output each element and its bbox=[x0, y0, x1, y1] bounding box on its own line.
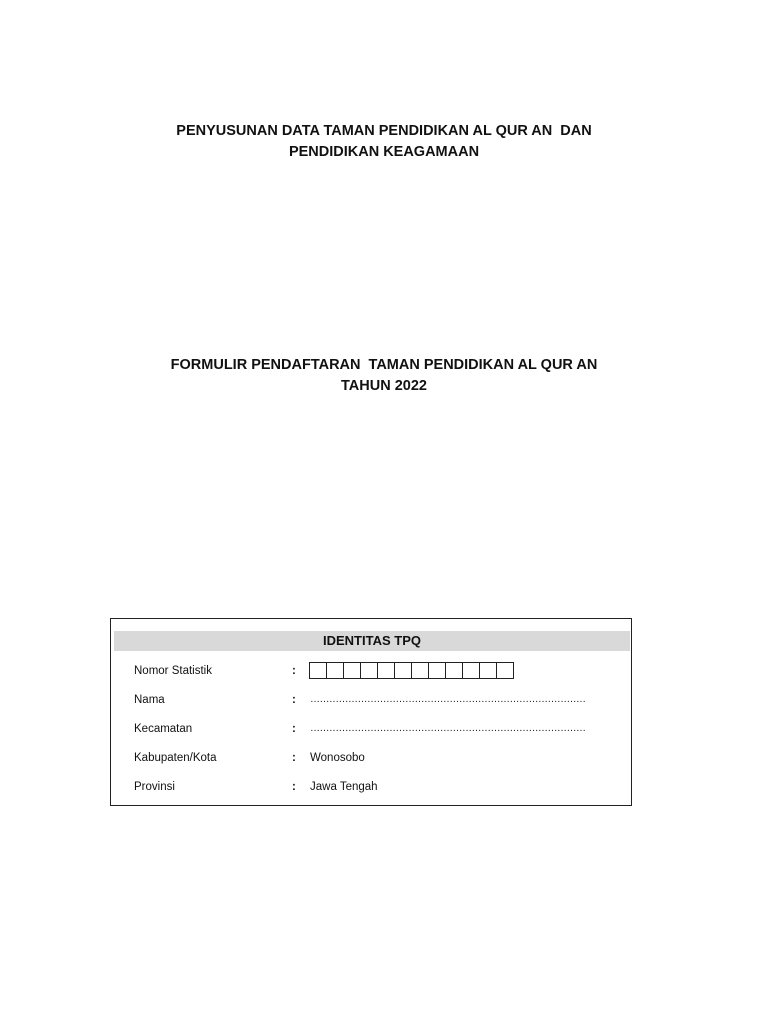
form-title-line-2: TAHUN 2022 bbox=[341, 378, 427, 394]
nomor-statistik-digit-box[interactable] bbox=[326, 662, 344, 679]
provinsi-value: Jawa Tengah bbox=[310, 781, 378, 793]
provinsi-row bbox=[134, 777, 624, 797]
nama-row bbox=[134, 690, 624, 710]
provinsi-colon: : bbox=[292, 781, 296, 793]
kecamatan-row bbox=[134, 719, 624, 739]
nomor-statistik-digit-box[interactable] bbox=[496, 662, 514, 679]
kecamatan-label: Kecamatan bbox=[134, 723, 193, 735]
form-title bbox=[0, 355, 768, 397]
nomor-statistik-digit-box[interactable] bbox=[360, 662, 378, 679]
kabupaten-row bbox=[134, 748, 624, 768]
document-title bbox=[0, 121, 768, 163]
nomor-statistik-digit-box[interactable] bbox=[411, 662, 429, 679]
nomor-statistik-label: Nomor Statistik bbox=[134, 665, 212, 677]
kecamatan-field[interactable]: …………………………………………………………………………… bbox=[310, 723, 586, 734]
form-title-line-1: FORMULIR PENDAFTARAN TAMAN PENDIDIKAN AL QUR AN bbox=[170, 357, 598, 373]
nama-colon: : bbox=[292, 694, 296, 706]
provinsi-label: Provinsi bbox=[134, 781, 175, 793]
nomor-statistik-digit-box[interactable] bbox=[462, 662, 480, 679]
kabupaten-value: Wonosobo bbox=[310, 752, 365, 764]
nomor-statistik-colon: : bbox=[292, 665, 296, 677]
nomor-statistik-digit-box[interactable] bbox=[428, 662, 446, 679]
kecamatan-colon: : bbox=[292, 723, 296, 735]
nomor-statistik-digit-box[interactable] bbox=[309, 662, 327, 679]
identity-section bbox=[110, 618, 632, 806]
nama-field[interactable]: …………………………………………………………………………… bbox=[310, 694, 586, 705]
nomor-statistik-row bbox=[134, 661, 624, 681]
nomor-statistik-digit-box[interactable] bbox=[343, 662, 361, 679]
document-title-line-2: PENDIDIKAN KEAGAMAAN bbox=[288, 144, 480, 160]
nomor-statistik-digit-box[interactable] bbox=[445, 662, 463, 679]
document-title-line-1: PENYUSUNAN DATA TAMAN PENDIDIKAN AL QUR AN DAN bbox=[176, 123, 592, 139]
kabupaten-label: Kabupaten/Kota bbox=[134, 752, 217, 764]
kabupaten-colon: : bbox=[292, 752, 296, 764]
nomor-statistik-boxes[interactable] bbox=[309, 662, 514, 679]
nomor-statistik-digit-box[interactable] bbox=[479, 662, 497, 679]
nomor-statistik-digit-box[interactable] bbox=[394, 662, 412, 679]
nomor-statistik-digit-box[interactable] bbox=[377, 662, 395, 679]
nama-label: Nama bbox=[134, 694, 165, 706]
identity-section-title: IDENTITAS TPQ bbox=[114, 631, 630, 651]
